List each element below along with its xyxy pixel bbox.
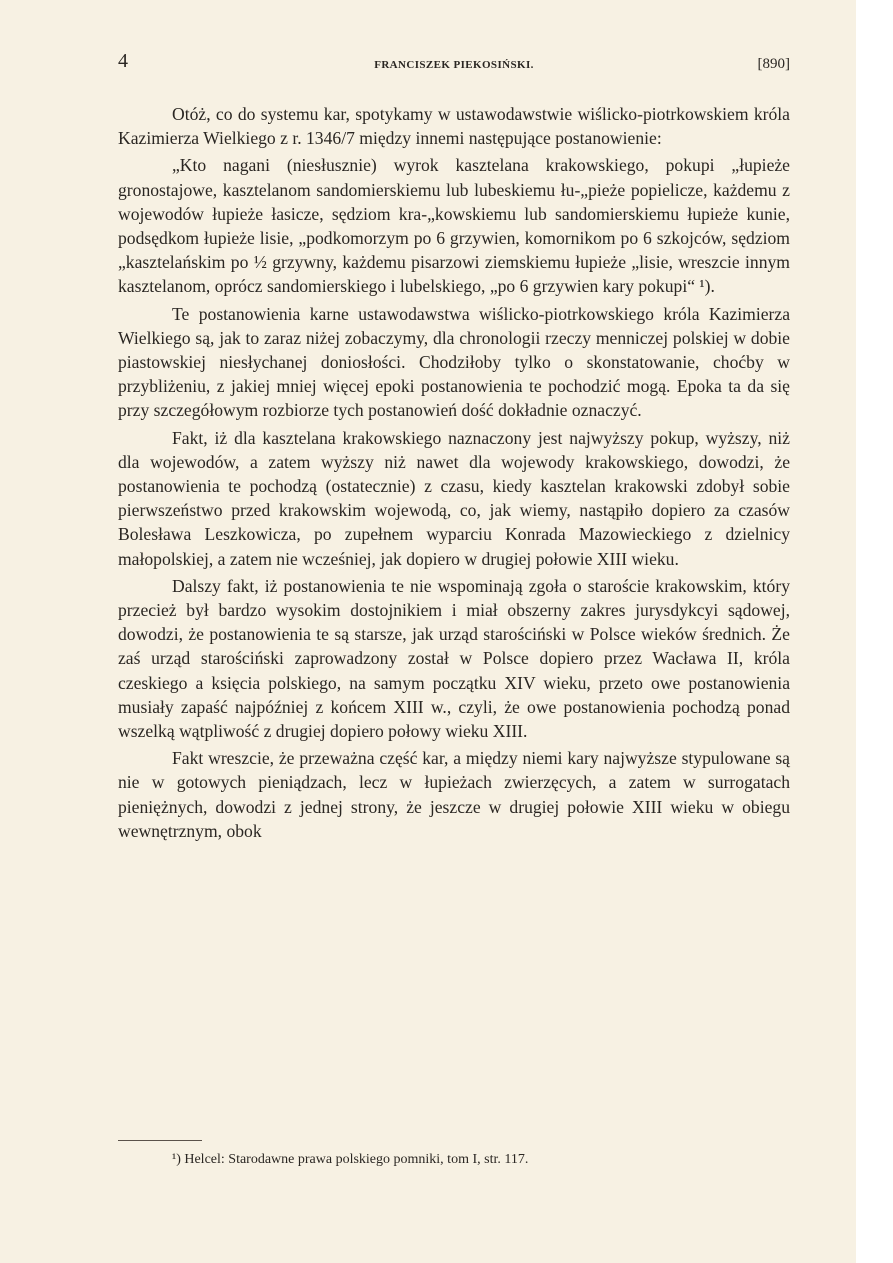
paragraph-quotation: „Kto nagani (niesłusznie) wyrok kasztelana krakowskiego, pokupi „łupieże gronostajowe, kasztelanom sandomierskiemu lub lubeskiemu łu-„pieże popielicze, każdemu z wojewodów łupieże łasicze, sędziom kra-„kowskiemu lub sandomierskiemu łupieże kunie, podsędkom łupieże lisie, „podkomorzym po 6 grzywien, komornikom po 6 szkojców, sędziom „kasztelańskim po ½ grzywny, każdemu pisarzowi ziemskiemu łupieże „lisie, wreszcie innym kasztelanom, oprócz sandomierskiego i lubelskiego, „po 6 grzywien kary pokupi“ ¹). — [118, 155, 790, 297]
footnote-divider — [118, 1140, 202, 1141]
page-reference: [890] — [757, 56, 790, 72]
footnote — [172, 1151, 772, 1169]
paragraph-chronology: Te postanowienia karne ustawodawstwa wiślicko-piotrkowskiego króla Kazimierza Wielkiego są, jak to zaraz niżej zobaczymy, dla chronologii rzeczy menniczej polskiej w dobie piastowskiej niesłychanej doniosłości. Chodziłoby tylko o skonstatowanie, choćby w przybliżeniu, z jakiej mniej więcej epoki postanowienia te pochodzić mogą. Epoka ta da się przy szczegółowym rozbiorze tych postanowień dość dokładnie oznaczyć. — [118, 303, 790, 421]
page-header — [118, 50, 790, 80]
paragraph-castellan: Fakt, iż dla kasztelana krakowskiego naznaczony jest najwyższy pokup, wyższy, niż dla wojewodów, a zatem wyższy niż nawet dla wojewody krakowskiego, dowodzi, że postanowienia te pochodzą (ostatecznie) z czasu, kiedy kasztelan krakowski zdobył sobie pierwszeństwo przed krakowskim wojewodą, co, jak wiemy, nastąpiło dopiero za czasów Bolesława Leszkowicza, po zupełnem wyparciu Konrada Mazowieckiego z dzielnicy małopolskiej, a zatem nie wcześniej, jak dopiero w drugiej połowie XIII wieku. — [118, 427, 790, 569]
footnote-text: Helcel: Starodawne prawa polskiego pomniki, tom I, str. 117. — [184, 1152, 529, 1167]
page-number: 4 — [118, 50, 128, 72]
scan-margin — [856, 0, 893, 1263]
footnote-marker: ¹) — [172, 1152, 181, 1167]
paragraph-starost: Dalszy fakt, iż postanowienia te nie wspominają zgoła o staroście krakowskim, który przecież był bardzo wysokim dostojnikiem i miał obszerny zakres jurysdykcyi sądowej, dowodzi, że postanowienia te są starsze, jak urząd starościński w Polsce wieków średnich. Że zaś urząd starościński zaprowadzony został w Polsce dopiero przez Wacława II, króla czeskiego a księcia polskiego, na samym początku XIV wieku, przeto owe postanowienia musiały zapaść najpóźniej z końcem XIII w., czyli, że owe postanowienia pochodzą ponad wszelką wątpliwość z drugiej dopiero połowy wieku XIII. — [118, 575, 790, 742]
main-text — [118, 102, 790, 843]
paragraph-intro: Otóż, co do systemu kar, spotykamy w ustawodawstwie wiślicko-piotrkowskiem króla Kazimierza Wielkiego z r. 1346/7 między innemi następujące postanowienie: — [118, 104, 790, 149]
paragraph-fur-payments: Fakt wreszcie, że przeważna część kar, a między niemi kary najwyższe stypulowane są nie w gotowych pieniądzach, lecz w łupieżach zwierzęcych, a zatem w surrogatach pieniężnych, dowodzi z jednej strony, że jeszcze w drugiej połowie XIII wieku w obiegu wewnętrznym, obok — [118, 748, 790, 841]
running-title: FRANCISZEK PIEKOSIŃSKI. — [374, 59, 534, 71]
